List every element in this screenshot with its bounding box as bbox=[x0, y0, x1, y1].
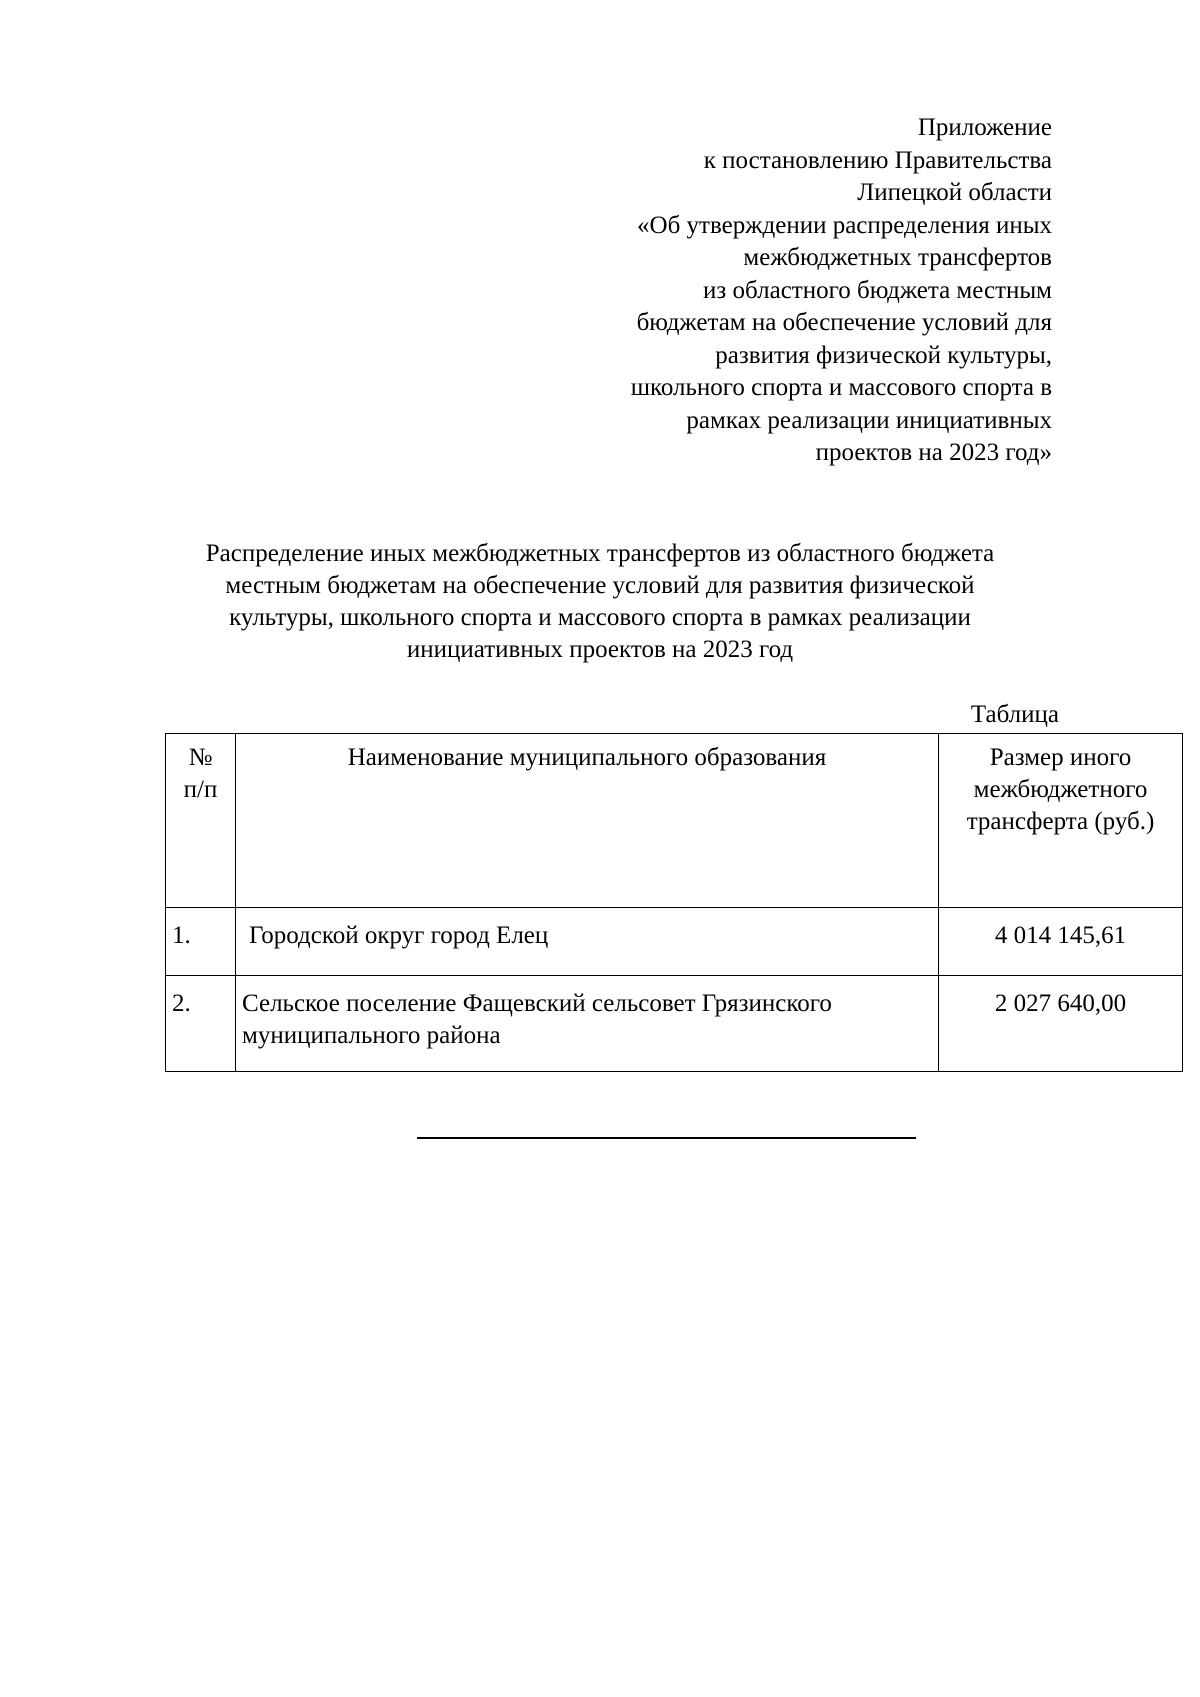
row-municipality-line: Городской округ город Елец bbox=[249, 922, 549, 949]
appendix-line: из областного бюджета местным bbox=[703, 276, 1052, 304]
table-caption: Таблица bbox=[970, 701, 1059, 728]
title-line: культуры, школьного спорта и массового спорта в рамках реализации bbox=[229, 604, 971, 631]
appendix-line: Липецкой области bbox=[857, 179, 1052, 206]
appendix-line: проектов на 2023 год» bbox=[815, 439, 1052, 466]
appendix-line: «Об утверждении распределения иных bbox=[637, 211, 1052, 239]
header-amount bbox=[939, 734, 1183, 908]
transfers-table bbox=[165, 733, 1183, 1072]
appendix-line: Приложение bbox=[917, 114, 1052, 141]
document-title bbox=[150, 538, 1050, 666]
header-amount-line: межбюджетного bbox=[973, 776, 1148, 803]
table-row bbox=[166, 908, 1183, 976]
appendix-line: школьного спорта и массового спорта в bbox=[630, 374, 1052, 401]
header-number-line: № bbox=[188, 744, 213, 771]
table-header-row bbox=[166, 734, 1183, 908]
row-amount: 2 027 640,00 bbox=[939, 976, 1183, 1072]
appendix-line: к постановлению Правительства bbox=[703, 146, 1052, 174]
table-row bbox=[166, 976, 1183, 1072]
appendix-line: рамках реализации инициативных bbox=[686, 406, 1052, 434]
row-municipality bbox=[236, 976, 939, 1072]
row-number: 1. bbox=[166, 908, 236, 976]
row-municipality bbox=[236, 908, 939, 976]
header-number bbox=[166, 734, 236, 908]
header-amount-line: трансферта (руб.) bbox=[966, 808, 1155, 835]
appendix-block bbox=[492, 112, 1052, 470]
header-amount-line: Размер иного bbox=[989, 744, 1132, 771]
appendix-line: развития физической культуры, bbox=[715, 341, 1052, 369]
row-amount: 4 014 145,61 bbox=[939, 908, 1183, 976]
title-line: Распределение иных межбюджетных трансфертов из областного бюджета bbox=[205, 540, 995, 567]
header-municipality: Наименование муниципального образования bbox=[236, 734, 939, 908]
header-number-line: п/п bbox=[183, 776, 218, 803]
row-municipality-line: муниципального района bbox=[242, 1022, 501, 1049]
row-municipality-line: Сельское поселение Фащевский сельсовет Грязинского bbox=[242, 990, 832, 1017]
title-line: инициативных проектов на 2023 год bbox=[406, 636, 794, 663]
title-line: местным бюджетам на обеспечение условий для развития физической bbox=[225, 572, 975, 599]
appendix-line: межбюджетных трансфертов bbox=[743, 244, 1052, 271]
row-number: 2. bbox=[166, 976, 236, 1072]
closing-rule bbox=[417, 1137, 916, 1139]
appendix-line: бюджетам на обеспечение условий для bbox=[636, 309, 1052, 336]
